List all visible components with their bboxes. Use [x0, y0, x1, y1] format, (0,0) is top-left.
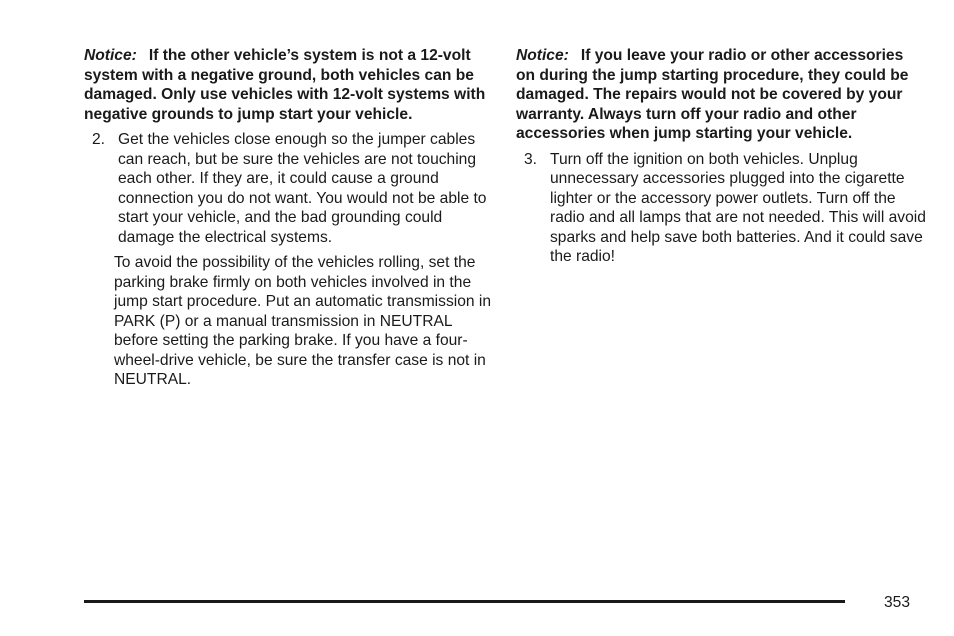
step-number: 2. — [92, 131, 106, 148]
left-column — [84, 46, 494, 390]
parking-brake-paragraph: To avoid the possibility of the vehicles rolling, set the parking brake firmly on both vehicles involved in the jump start procedure. Put an automatic transmission in PARK (P) or a manual transmission in NEUTRAL before setting the parking brake. If you have a four-wheel-drive vehicle, be sure the transfer case is not in NEUTRAL. — [114, 254, 492, 388]
notice-vehicle-system — [84, 46, 494, 124]
notice-text: If the other vehicle’s system is not a 12-volt system with a negative ground, both vehicles can be damaged. Only use vehicles with 12-volt systems with negative grounds to jump start your vehicle. — [84, 47, 486, 123]
notice-label: Notice: — [516, 47, 569, 64]
step-3 — [516, 150, 926, 267]
step-number: 3. — [524, 150, 538, 168]
step-text: Get the vehicles close enough so the jumper cables can reach, but be sure the vehicles are not touching each other. If they are, it could cause a ground connection you do not want. You would not be able to start your vehicle, and the bad grounding could damage the electrical systems. — [118, 131, 487, 246]
page-number: 353 — [884, 594, 911, 611]
right-column — [516, 46, 926, 267]
notice-text: If you leave your radio or other accessories on during the jump starting procedure, they could be damaged. The repairs would not be covered by your warranty. Always turn off your radio and other accessories when jump starting your vehicle. — [516, 47, 909, 142]
notice-label: Notice: — [84, 47, 137, 64]
step-2 — [84, 130, 494, 247]
footer-rule — [84, 600, 845, 603]
notice-radio-accessories — [516, 46, 926, 144]
step-text: Turn off the ignition on both vehicles. Unplug unnecessary accessories plugged into the cigarette lighter or the accessory power outlets. Turn off the radio and all lamps that are not needed. This will avoid sparks and help save both batteries. And it could save the radio! — [550, 150, 926, 265]
